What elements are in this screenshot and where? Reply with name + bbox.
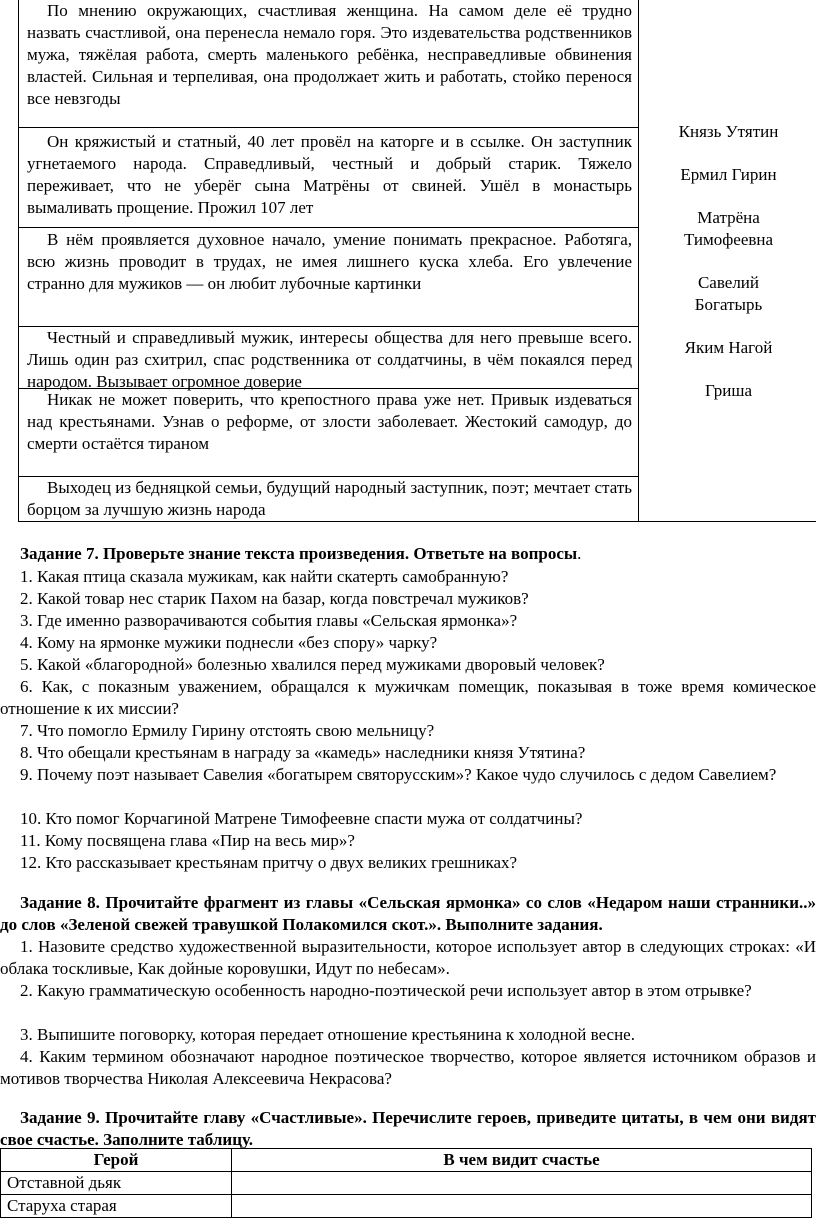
task7-title-end: . <box>577 544 582 563</box>
description-cell <box>19 477 639 521</box>
hero-name: Князь Утятин <box>678 122 779 141</box>
question: 11. Кому посвящена глава «Пир на весь мир»? <box>20 831 355 850</box>
happiness-table <box>0 1148 812 1218</box>
task8-item: 4. Каким термином обозначают народное поэтическое творчество, которое является источником образов и мотивов творчества Николая Алексеевича Некрасова? <box>0 1047 816 1088</box>
task7-heading <box>0 543 816 565</box>
task8-item: 1. Назовите средство художественной выразительности, которое использует автор в следующих строках: «И облака тоскливые, Как дойные коровушки, Идут по небесам». <box>0 937 816 978</box>
description-cell <box>19 0 639 128</box>
question: 12. Кто рассказывает крестьянам притчу о двух великих грешниках? <box>20 853 518 872</box>
column-header: Герой <box>1 1149 232 1172</box>
table-row <box>1 1195 812 1218</box>
task8-item: 2. Какую грамматическую особенность народно-поэтической речи использует автор в этом отрывке? <box>20 981 752 1000</box>
description-cell <box>19 327 639 389</box>
question: 2. Какой товар нес старик Пахом на базар, когда повстречал мужиков? <box>20 589 529 608</box>
hero-cell: Отставной дьяк <box>1 1172 232 1195</box>
answer-cell[interactable] <box>232 1195 812 1218</box>
question: 6. Как, с показным уважением, обращался к мужичкам помещик, показывая в тоже время комическое отношение к их миссии? <box>0 677 816 718</box>
column-header: В чем видит счастье <box>232 1149 812 1172</box>
table-row <box>1 1172 812 1195</box>
task7-title: Задание 7. Проверьте знание текста произведения. Ответьте на вопросы <box>20 544 578 563</box>
description-text: В нём проявляется духовное начало, умение понимать прекрасное. Работяга, всю жизнь проводит в трудах, не имея лишнего куска хлеба. Его увлечение странно для мужиков — он любит лубочные картинки <box>27 230 632 293</box>
description-text: Никак не может поверить, что крепостного права уже нет. Привык издеваться над крестьянами. Узнав о реформе, от злости заболевает. Жестокий самодур, до смерти остаётся тираном <box>27 390 632 453</box>
description-text: Он кряжистый и статный, 40 лет провёл на каторге и в ссылке. Он заступник угнетаемого народа. Справедливый, честный и добрый старик. Тяжело переживает, что не уберёг сына Матрёны от свиней. Ушёл в монастырь вымаливать прощение. Прожил 107 лет <box>27 132 632 217</box>
task8-item: 3. Выпишите поговорку, которая передает отношение крестьянина к холодной весне. <box>20 1025 635 1044</box>
matching-table <box>18 0 816 522</box>
table-header-row <box>1 1149 812 1172</box>
question: 4. Кому на ярмонке мужики поднесли «без спору» чарку? <box>20 633 438 652</box>
question: 5. Какой «благородной» болезнью хвалился перед мужиками дворовый человек? <box>20 655 605 674</box>
task9-title: Задание 9. Прочитайте главу «Счастливые». Перечислите героев, приведите цитаты, в чем они видят свое счастье. Заполните таблицу. <box>0 1108 816 1149</box>
description-text: Выходец из бедняцкой семьи, будущий народный заступник, поэт; мечтает стать борцом за лучшую жизнь народа <box>27 478 632 519</box>
question: 9. Почему поэт называет Савелия «богатырем святорусским»? Какое чудо случилось с дедом Савелием? <box>20 765 777 784</box>
question: 8. Что обещали крестьянам в награду за «камедь» наследники князя Утятина? <box>20 743 586 762</box>
question: 7. Что помогло Ермилу Гирину отстоять свою мельницу? <box>20 721 435 740</box>
question: 1. Какая птица сказала мужикам, как найти скатерть самобранную? <box>20 567 509 586</box>
answer-cell[interactable] <box>232 1172 812 1195</box>
names-column <box>640 0 816 521</box>
task8-title: Задание 8. Прочитайте фрагмент из главы «Сельская ярмонка» со слов «Недаром наши странники..» до слов «Зеленой свежей травушкой Полакомился скот.». Выполните задания. <box>0 893 816 934</box>
hero-name: Богатырь <box>694 295 763 314</box>
description-cell <box>19 128 639 228</box>
hero-name: Гриша <box>705 381 752 400</box>
hero-name: Матрёна <box>697 208 760 227</box>
hero-name: Савелий <box>697 273 760 292</box>
description-cell <box>19 228 639 327</box>
description-cell <box>19 389 639 477</box>
description-text: Честный и справедливый мужик, интересы общества для него превыше всего. Лишь один раз схитрил, спас родственника от солдатчины, в чём покаялся перед народом. Вызывает огромное доверие <box>27 328 632 391</box>
hero-name: Ермил Гирин <box>680 165 777 184</box>
hero-name: Тимофеевна <box>683 230 774 249</box>
hero-name: Яким Нагой <box>684 338 773 357</box>
hero-cell: Старуха старая <box>1 1195 232 1218</box>
question: 3. Где именно разворачиваются события главы «Сельская ярмонка»? <box>20 611 518 630</box>
question: 10. Кто помог Корчагиной Матрене Тимофеевне спасти мужа от солдатчины? <box>20 809 583 828</box>
description-text: По мнению окружающих, счастливая женщина. На самом деле её трудно назвать счастливой, она перенесла немало горя. Это издевательства родственников мужа, тяжёлая работа, смерть маленького ребёнка, несправедливые обвинения властей. Сильная и терпеливая, она продолжает жить и работать, стойко перенося все невзгоды <box>27 1 632 108</box>
